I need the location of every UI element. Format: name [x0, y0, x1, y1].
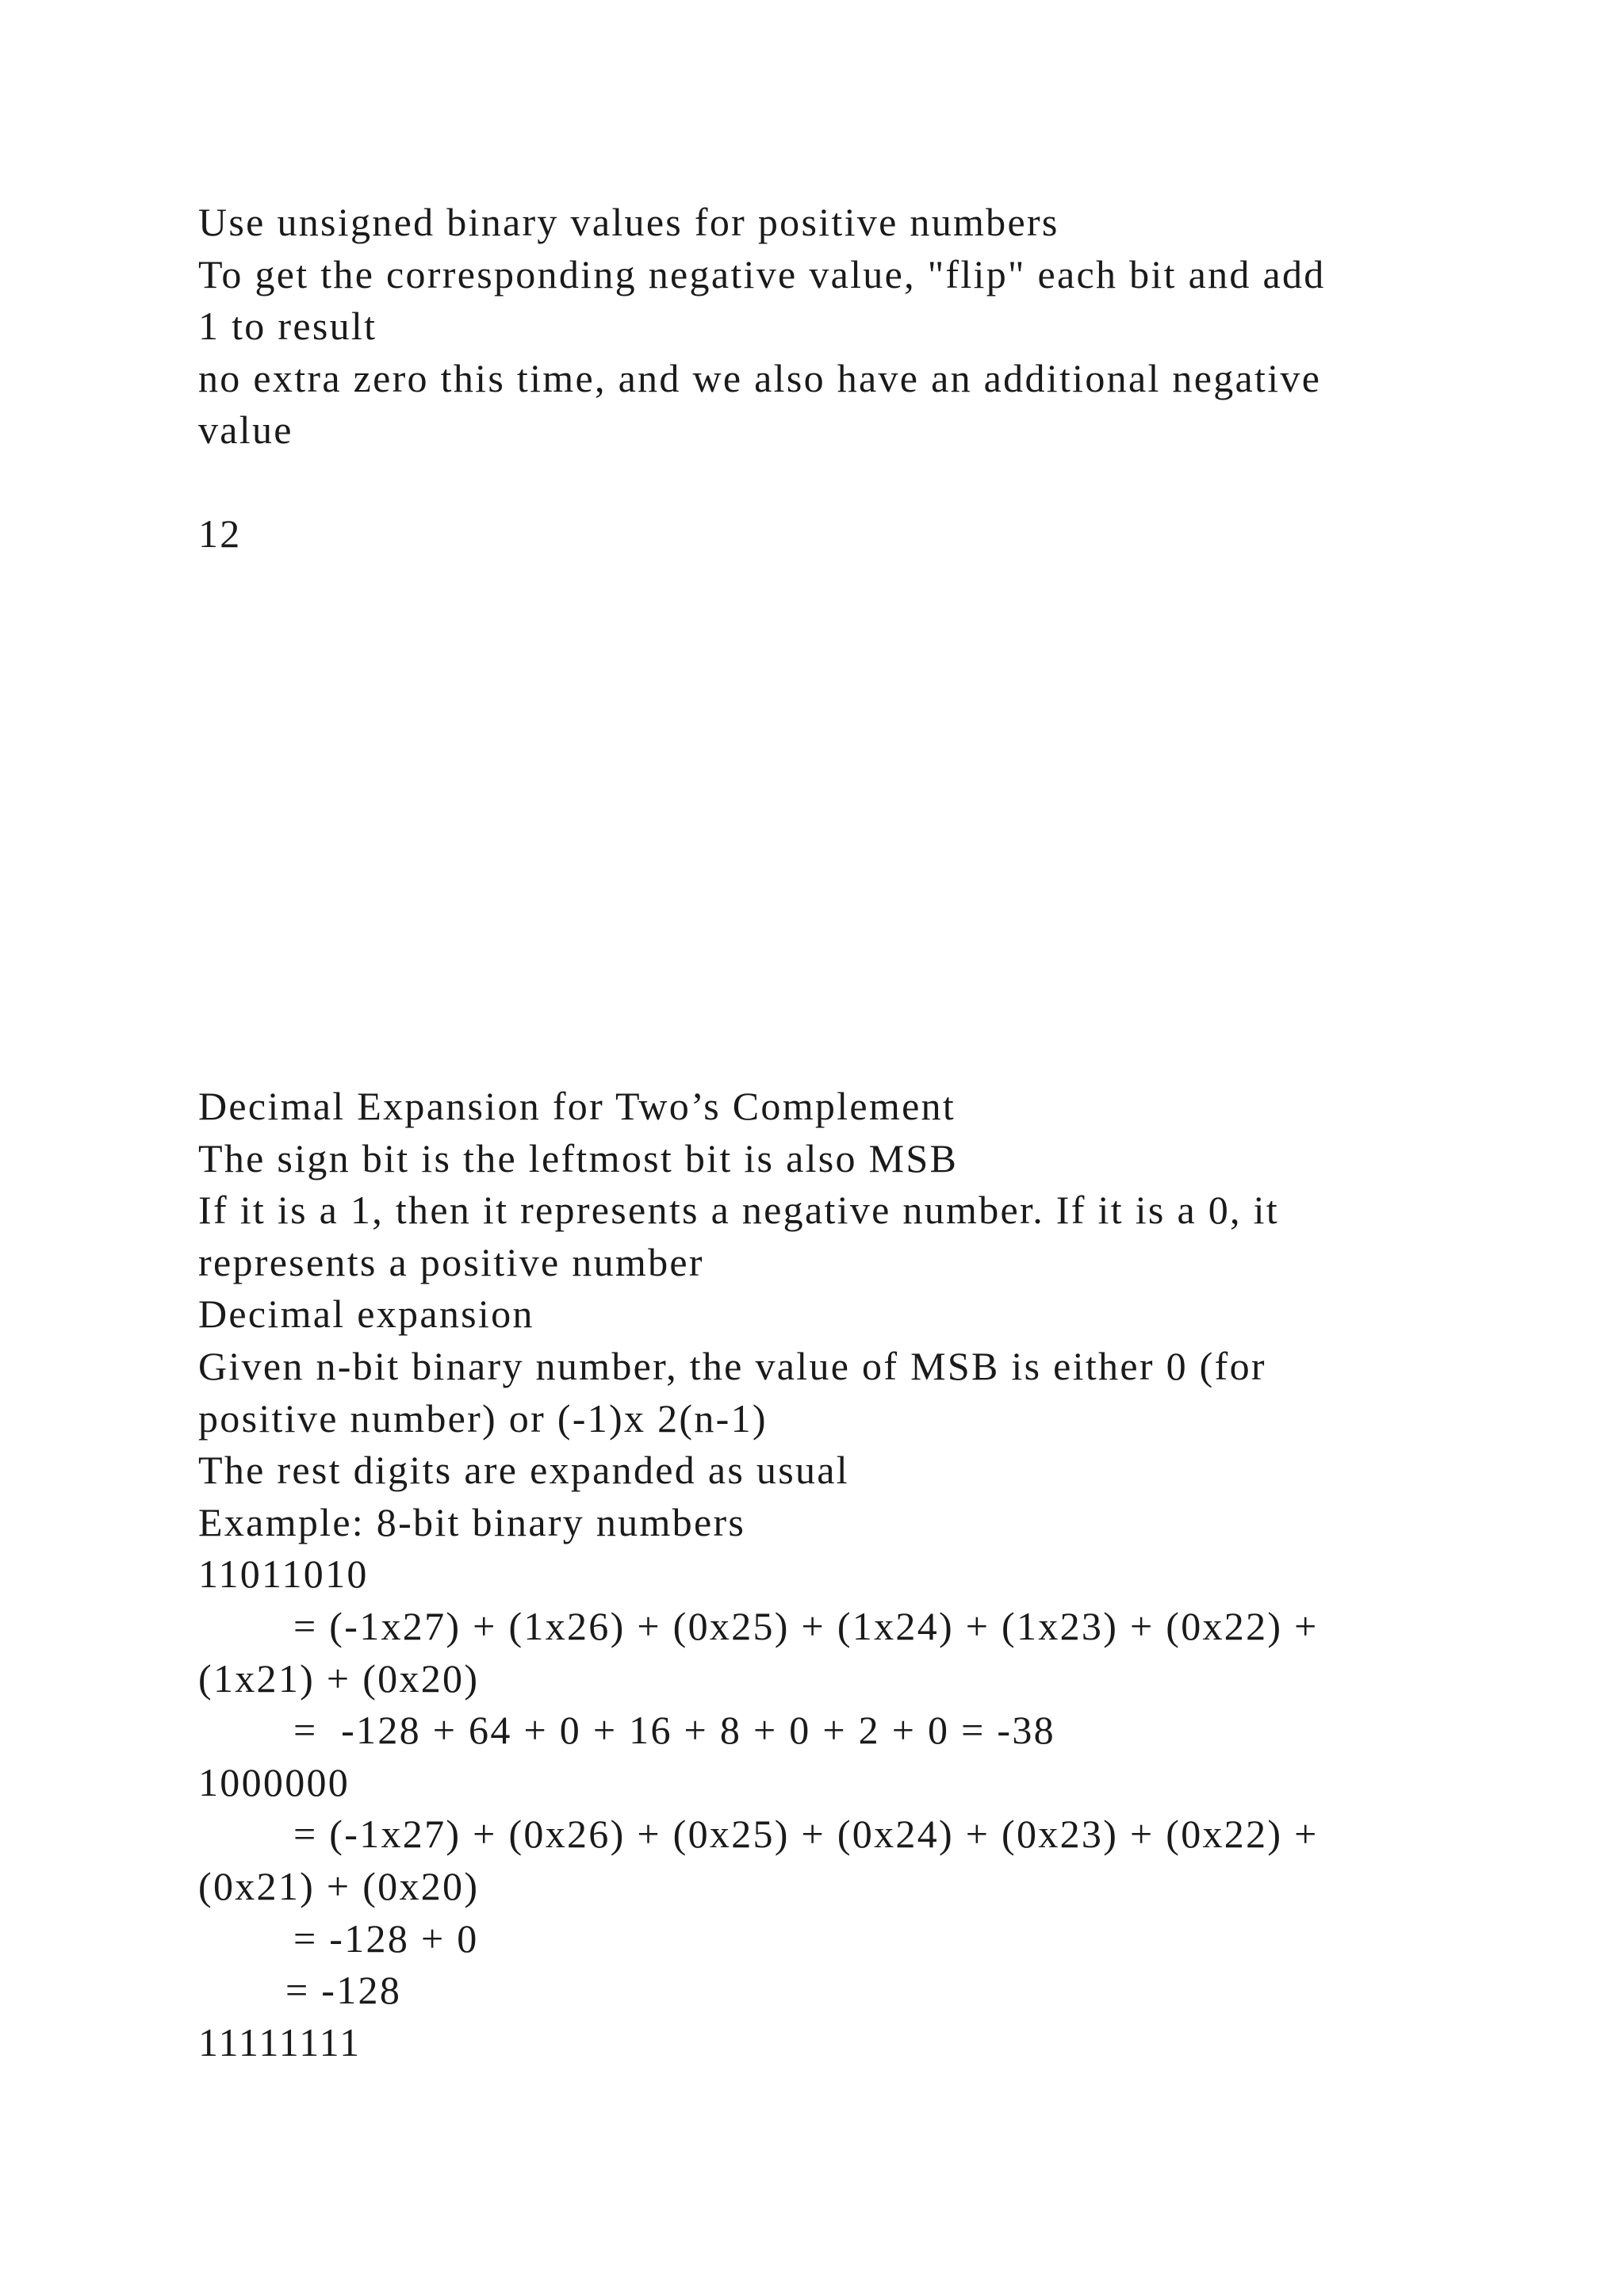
intro-text-block — [198, 197, 1435, 457]
text-line: Decimal expansion — [198, 1292, 534, 1337]
expansion-line: (1x21) + (0x20) — [198, 1655, 480, 1701]
text-line: Use unsigned binary values for positive numbers — [198, 200, 1059, 244]
text-line: value — [198, 408, 293, 453]
text-line: The sign bit is the leftmost bit is also MSB — [198, 1135, 959, 1181]
expansion-line: = (-1x27) + (1x26) + (0x25) + (1x24) + (1x23) + (0x22) + — [293, 1603, 1319, 1648]
text-line: To get the corresponding negative value, "flip" each bit and add — [198, 251, 1326, 297]
slide-number: 12 — [198, 511, 242, 556]
text-line: positive number) or (-1)x 2(n-1) — [198, 1395, 768, 1441]
text-line: represents a positive number — [198, 1239, 704, 1284]
binary-value: 11011010 — [198, 1552, 369, 1597]
text-line: no extra zero this time, and we also have an additional negative — [198, 355, 1322, 400]
result-line: = -128 + 64 + 0 + 16 + 8 + 0 + 2 + 0 = -38 — [293, 1708, 1055, 1753]
expansion-line: = (-1x27) + (0x26) + (0x25) + (0x24) + (0x23) + (0x22) + — [293, 1812, 1319, 1857]
result-line: = -128 + 0 — [293, 1915, 479, 1961]
expansion-line: (0x21) + (0x20) — [198, 1863, 480, 1908]
section-title: Decimal Expansion for Two’s Complement — [198, 1084, 956, 1128]
text-line: Example: 8-bit binary numbers — [198, 1499, 746, 1544]
text-line: Given n-bit binary number, the value of MSB is either 0 (for — [198, 1343, 1266, 1388]
binary-value: 11111111 — [198, 2019, 362, 2064]
decimal-expansion-section — [198, 1081, 1435, 2068]
slide-number-block — [198, 508, 1435, 561]
text-line: If it is a 1, then it represents a negative number. If it is a 0, it — [198, 1188, 1280, 1233]
text-line: The rest digits are expanded as usual — [198, 1448, 849, 1493]
text-line: 1 to result — [198, 304, 377, 349]
result-line: = -128 — [285, 1968, 402, 2013]
binary-value: 1000000 — [198, 1759, 350, 1804]
